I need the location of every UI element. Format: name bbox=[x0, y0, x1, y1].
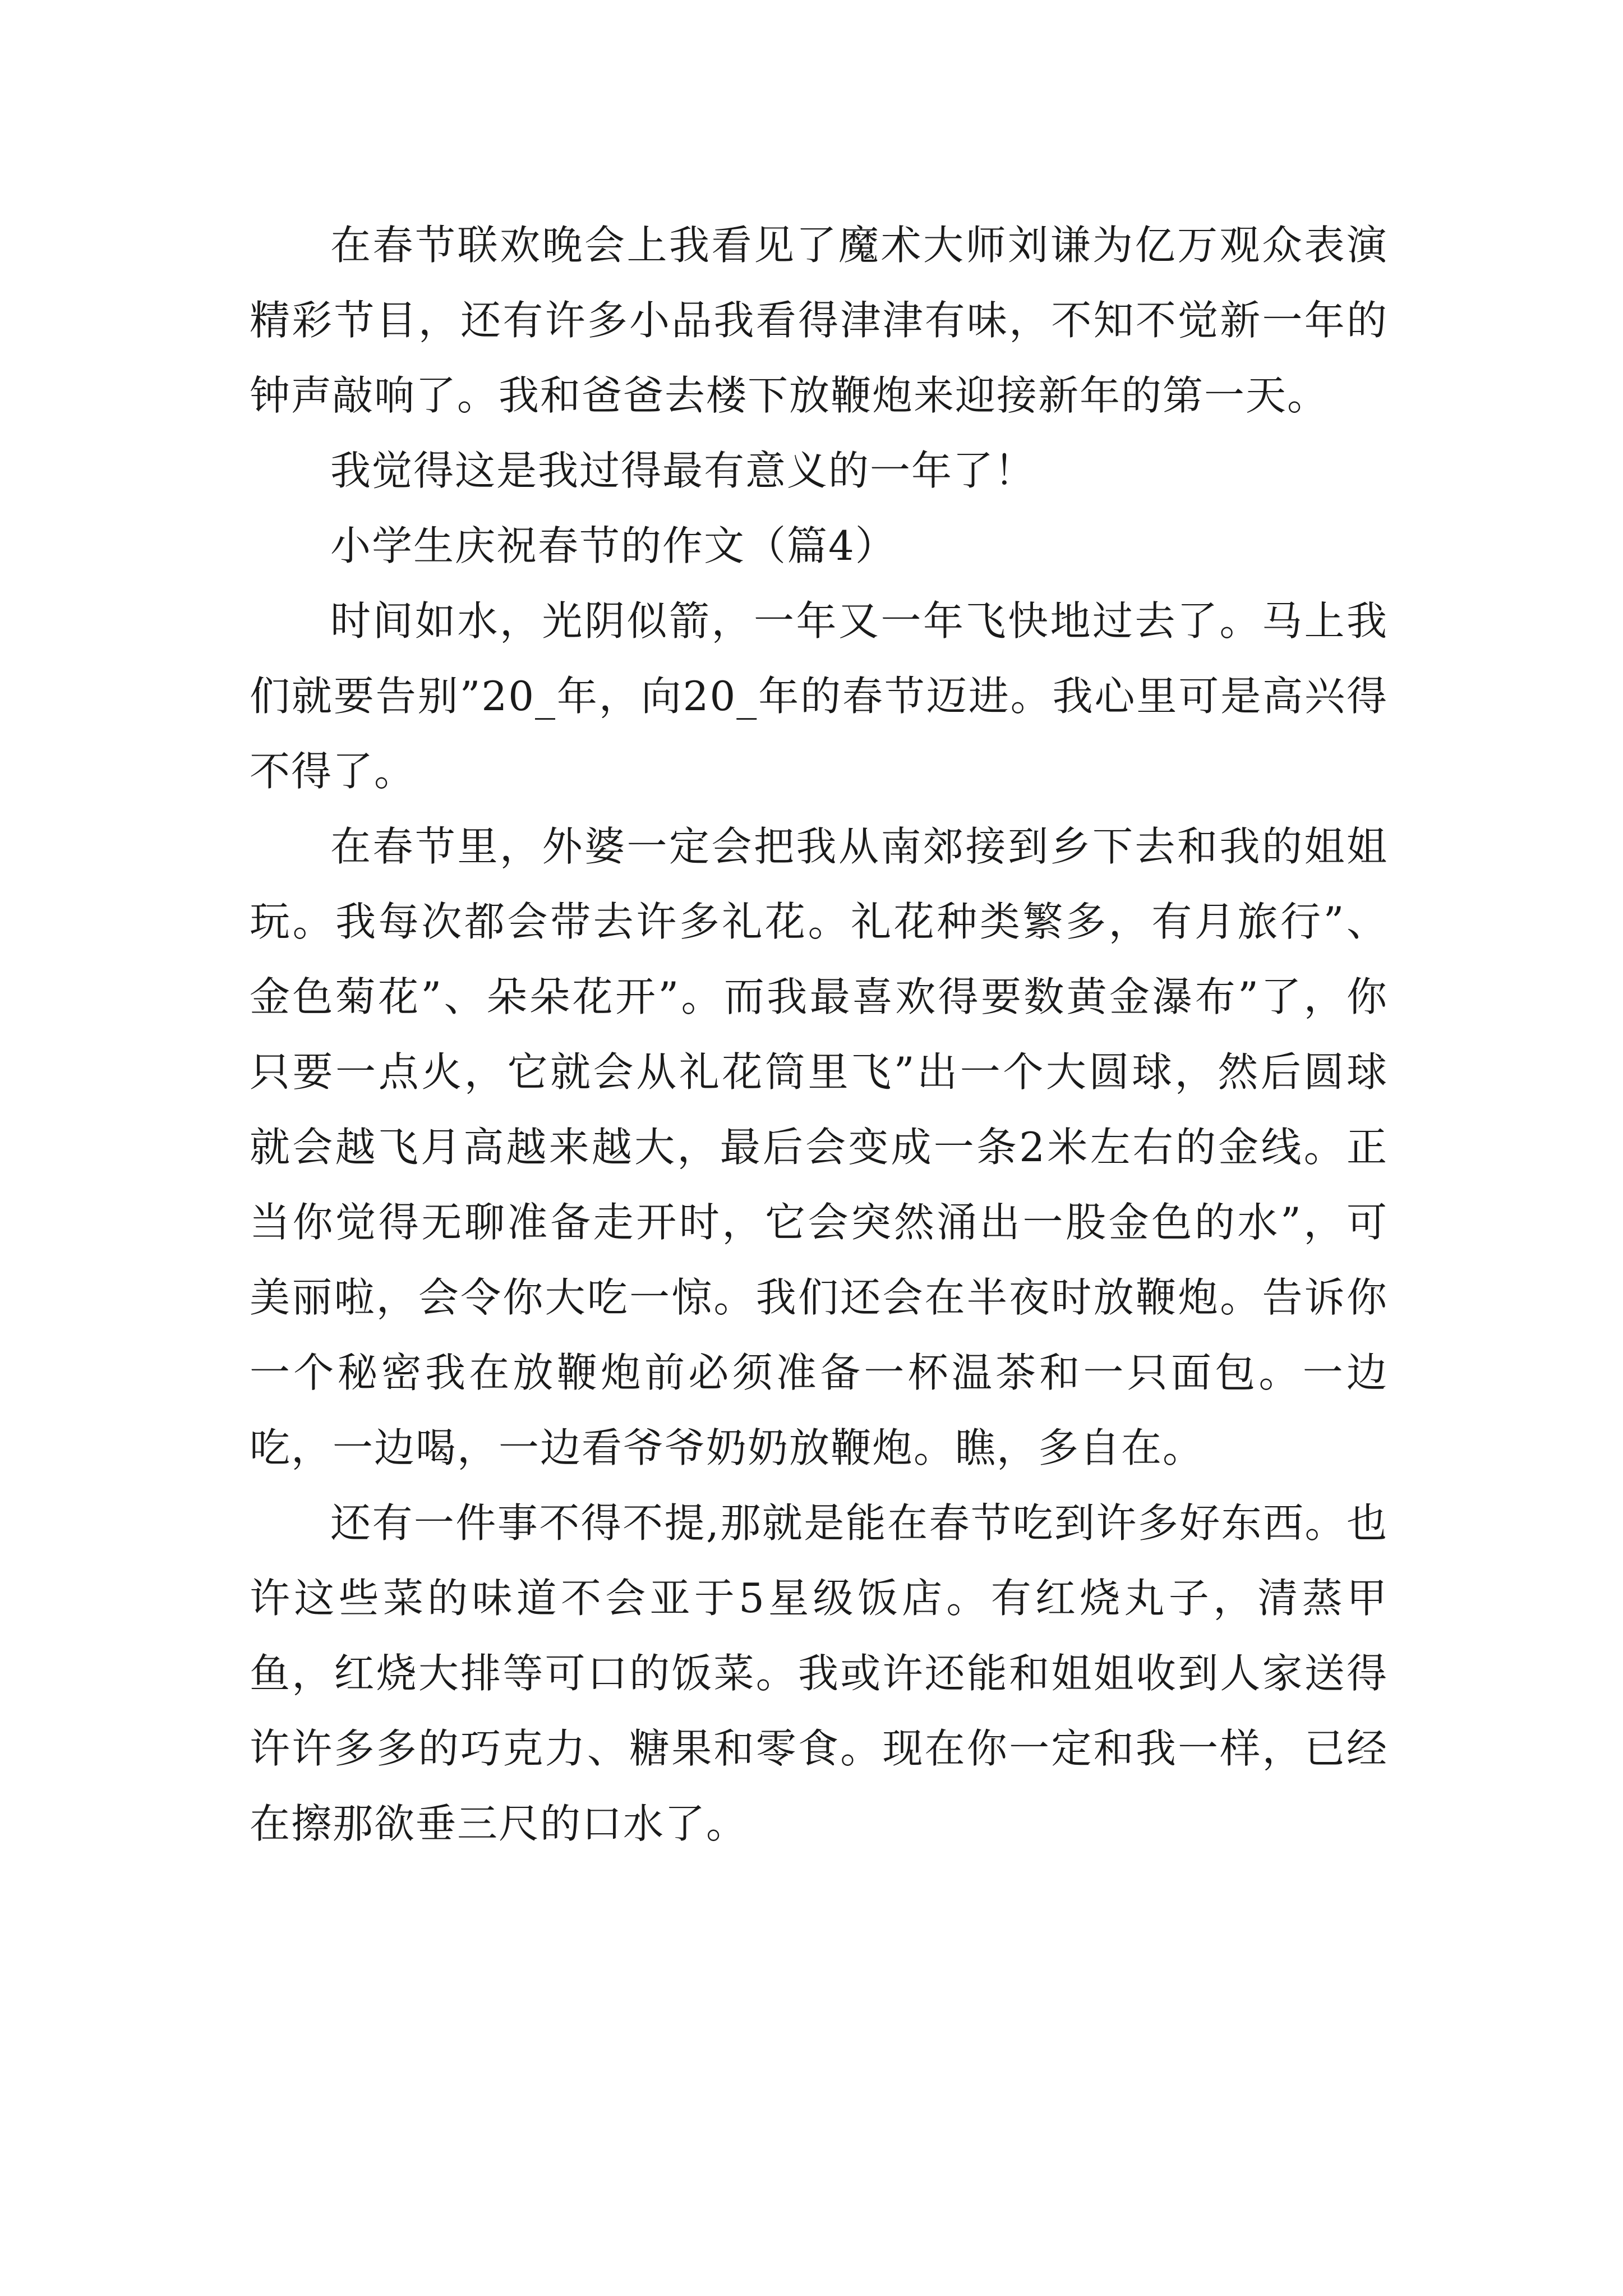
section-title: 小学生庆祝春节的作文（篇4） bbox=[330, 522, 897, 569]
document-body bbox=[250, 208, 1388, 1861]
paragraph: 在春节里，外婆一定会把我从南郊接到乡下去和我的姐姐玩。我每次都会带去许多礼花。礼花种类繁多，有月旅行”、金色菊花”、朵朵花开”。而我最喜欢得要数黄金瀑布”了，你只要一点火，它就会从礼花筒里飞”出一个大圆球，然后圆球就会越飞月高越来越大，最后会变成一条2米左右的金线。正当你觉得无聊准备走开时，它会突然涌出一股金色的水”，可美丽啦，会令你大吃一惊。我们还会在半夜时放鞭炮。告诉你一个秘密我在放鞭炮前必须准备一杯温茶和一只面包。一边吃，一边喝，一边看爷爷奶奶放鞭炮。瞧，多自在。 bbox=[250, 823, 1388, 1471]
paragraph: 我觉得这是我过得最有意义的一年了！ bbox=[330, 447, 1036, 494]
paragraph: 时间如水，光阴似箭，一年又一年飞快地过去了。马上我们就要告别”20_年，向20_年的春节迈进。我心里可是高兴得不得了。 bbox=[250, 597, 1388, 795]
paragraph: 在春节联欢晚会上我看见了魔术大师刘谦为亿万观众表演精彩节目，还有许多小品我看得津津有味，不知不觉新一年的钟声敲响了。我和爸爸去楼下放鞭炮来迎接新年的第一天。 bbox=[250, 222, 1388, 419]
paragraph: 还有一件事不得不提,那就是能在春节吃到许多好东西。也许这些菜的味道不会亚于5星级饭店。有红烧丸子，清蒸甲鱼，红烧大排等可口的饭菜。我或许还能和姐姐收到人家送得许许多多的巧克力、糖果和零食。现在你一定和我一样，已经在擦那欲垂三尺的口水了。 bbox=[250, 1499, 1388, 1847]
